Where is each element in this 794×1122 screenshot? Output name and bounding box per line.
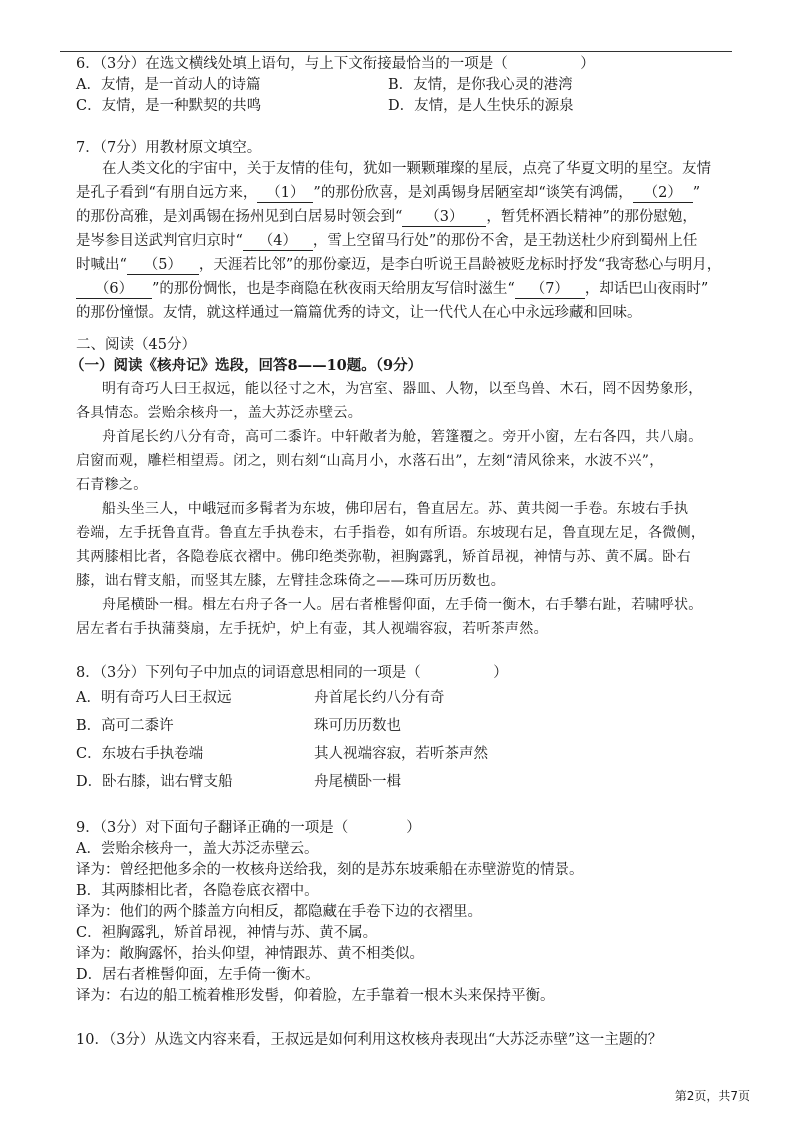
q8-stem: 8．（3分）下列句子中加点的词语意思相同的一项是（ ） (76, 665, 508, 681)
blank-6[interactable]: （6） (76, 277, 152, 299)
passage-line-6: 船头坐三人，中峨冠而多髯者为东坡，佛印居右，鲁直居左。苏、黄共阅一手卷。东坡右手执 (102, 501, 689, 517)
blank-1[interactable]: （1） (257, 181, 313, 203)
q9-line-2: 译为：曾经把他多余的一枚核舟送给我，刻的是苏东坡乘船在赤壁游览的情景。 (76, 862, 584, 878)
q9-line-8: 译为：右边的船工梳着椎形发髻，仰着脸，左手靠着一根木头来保持平衡。 (76, 988, 555, 1004)
q7-line-2: 是孔子看到“有朋自远方来， （1） ”的那份欣喜，是刘禹锡身居陋室却“谈笑有鸿儒， （2） ” (76, 181, 700, 203)
q7-line-1: 在人类文化的宇宙中，关于友情的佳句，犹如一颗颗璀璨的星辰，点亮了华夏文明的星空。友情 (102, 161, 711, 177)
q6-option-b: B．友情，是你我心灵的港湾 (388, 77, 573, 93)
q6-option-c: C．友情，是一种默契的共鸣 (76, 98, 262, 114)
q9-line-4: 译为：他们的两个膝盖方向相反，都隐藏在手卷下边的衣褶里。 (76, 904, 482, 920)
blank-7[interactable]: （7） (515, 277, 585, 299)
passage-line-5: 石青糁之。 (76, 477, 148, 493)
q8-option-d: D．卧右膝，诎右臂支船 (76, 774, 233, 790)
blank-4[interactable]: （4） (243, 229, 313, 251)
passage-line-3: 舟首尾长约八分有奇，高可二黍许。中轩敞者为舱，箬篷覆之。旁开小窗，左右各四，共八扇。 (102, 429, 703, 445)
q9-line-5: C．袒胸露乳，矫首昂视，神情与苏、黄不属。 (76, 925, 378, 941)
q8-option-a-compare: 舟首尾长约八分有奇 (314, 690, 445, 706)
passage-line-7: 卷端，左手抚鲁直背。鲁直左手执卷末，右手指卷，如有所语。东坡现右足，鲁直现左足，各微侧， (76, 525, 706, 541)
q9-line-6: 译为：敞胸露怀，抬头仰望，神情跟苏、黄不相类似。 (76, 946, 424, 962)
q8-option-d-compare: 舟尾横卧一楫 (314, 774, 401, 790)
q9-line-1: A．尝贻余核舟一，盖大苏泛赤壁云。 (76, 841, 319, 857)
q9-line-3: B．其两膝相比者，各隐卷底衣褶中。 (76, 883, 319, 899)
passage-line-11: 居左者右手执蒲葵扇，左手抚炉，炉上有壶，其人视端容寂，若听茶声然。 (76, 621, 548, 637)
blank-3[interactable]: （3） (402, 205, 486, 227)
passage-line-1: 明有奇巧人曰王叔远，能以径寸之木，为宫室、器皿、人物，以至鸟兽、木石，罔不因势象形， (102, 381, 703, 397)
section-title: 二、阅读（45分） (76, 337, 196, 353)
q7-line-7: 的那份憧憬。友情，就这样通过一篇篇优秀的诗文，让一代代人在心中永远珍藏和回味。 (76, 305, 642, 321)
q10-stem: 10．（3分）从选文内容来看，王叔远是如何利用这枚核舟表现出“大苏泛赤壁”这一主题的？ (76, 1032, 663, 1048)
q8-option-a: A．明有奇巧人曰王叔远 (76, 690, 232, 706)
blank-5[interactable]: （5） (127, 253, 199, 275)
passage-line-2: 各具情态。尝贻余核舟一，盖大苏泛赤壁云。 (76, 405, 362, 421)
passage-line-10: 舟尾横卧一楫。楫左右舟子各一人。居右者椎髻仰面，左手倚一衡木，右手攀右趾，若啸呼状。 (102, 597, 703, 613)
q7-line-3: 的那份高雅，是刘禹锡在扬州见到白居易时领会到“ （3） ，暂凭杯酒长精神”的那份慰勉， (76, 205, 697, 227)
section-subtitle: （一）阅读《核舟记》选段，回答8——10题。（9分） (70, 357, 423, 374)
q8-option-b: B．高可二黍许 (76, 718, 174, 734)
passage-line-8: 其两膝相比者，各隐卷底衣褶中。佛印绝类弥勒，袒胸露乳，矫首昂视，神情与苏、黄不属。卧右 (76, 549, 691, 565)
q8-option-c: C．东坡右手执卷端 (76, 746, 204, 762)
q6-option-a: A．友情，是一首动人的诗篇 (76, 77, 261, 93)
q6-stem: 6．（3分）在选文横线处填上语句，与上下文衔接最恰当的一项是（ ） (76, 56, 595, 72)
q9-line-7: D．居右者椎髻仰面，左手倚一衡木。 (76, 967, 320, 983)
passage-line-9: 膝，诎右臂支船，而竖其左膝，左臂挂念珠倚之——珠可历历数也。 (76, 573, 505, 589)
q7-stem: 7．（7分）用教材原文填空。 (76, 140, 262, 156)
page-footer: 第2页，共7页 (674, 1089, 750, 1103)
q6-option-d: D．友情，是人生快乐的源泉 (388, 98, 574, 114)
q7-line-5: 时喊出“ （5） ，天涯若比邻”的那份豪迈，是李白听说王昌龄被贬龙标时抒发“我寄愁心与明月， (76, 253, 721, 275)
q9-stem: 9．（3分）对下面句子翻译正确的一项是（ ） (76, 820, 421, 836)
passage-line-4: 启窗而观，雕栏相望焉。闭之，则右刻“山高月小，水落石出”，左刻“清风徐来，水波不兴”， (76, 453, 664, 469)
q7-line-6: （6） ”的那份惆怅，也是李商隐在秋夜雨天给朋友写信时滋生“ （7） ，却话巴山夜雨时” (76, 277, 708, 299)
q7-line-4: 是岑参目送武判官归京时“ （4） ，雪上空留马行处”的那份不舍，是王勃送杜少府到蜀州上任 (76, 229, 697, 251)
q8-option-c-compare: 其人视端容寂，若听茶声然 (314, 746, 488, 762)
q8-option-b-compare: 珠可历历数也 (314, 718, 401, 734)
blank-2[interactable]: （2） (633, 181, 693, 203)
